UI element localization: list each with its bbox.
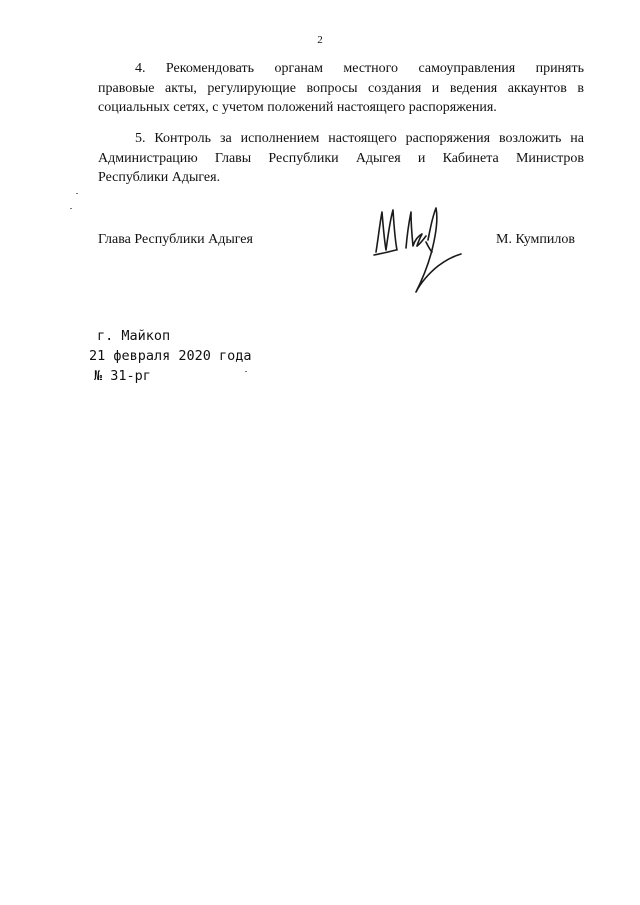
signatory-name: М. Кумпилов	[496, 232, 575, 247]
paragraph-4-line: правовые акты, регулирующие вопросы создания и ведения аккаунтов в	[98, 80, 584, 96]
scan-speck	[76, 193, 78, 194]
stamp-number: № 31-рг	[94, 368, 151, 384]
paragraph-4	[98, 59, 584, 118]
scan-speck	[70, 208, 72, 209]
stamp-city: г. Майкоп	[97, 328, 171, 344]
paragraph-5	[98, 129, 584, 188]
paragraph-4-line: социальных сетях, с учетом положений настоящего распоряжения.	[98, 100, 497, 115]
paragraph-5-line: Республики Адыгея.	[98, 170, 221, 185]
stamp-date: 21 февраля 2020 года	[89, 348, 252, 364]
paragraph-4-line: 4. Рекомендовать органам местного самоуправления принять	[135, 61, 584, 76]
handwritten-signature	[366, 200, 476, 300]
page-number: 2	[317, 34, 323, 46]
scan-speck	[245, 371, 247, 372]
signatory-title: Глава Республики Адыгея	[98, 232, 253, 247]
paragraph-5-line: 5. Контроль за исполнением настоящего распоряжения возложить на	[135, 131, 584, 146]
paragraph-5-line: Администрацию Главы Республики Адыгея и Кабинета Министров	[98, 150, 584, 166]
